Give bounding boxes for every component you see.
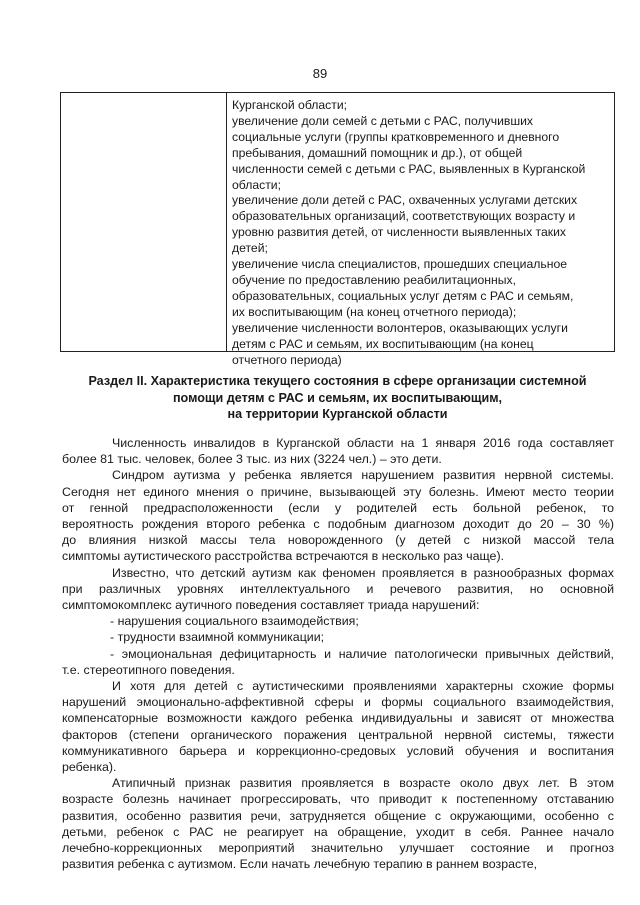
text-line: компенсаторные возможности каждого ребенка индивидуальны и зависят от множества xyxy=(62,711,614,726)
list-item xyxy=(62,613,614,629)
text-line: Известно, что детский аутизм как феномен проявляется в разнообразных формах xyxy=(112,565,614,580)
table-cell-line: области; xyxy=(232,177,281,192)
text-line: до влияния низкой массы тела новорожденного (у детей с низкой массой тела xyxy=(62,533,614,548)
table-cell-line: увеличение доли семей с детьми с РАС, получивших xyxy=(232,113,534,128)
text-line: ребенка). xyxy=(62,760,117,775)
section-title xyxy=(60,373,615,423)
paragraph xyxy=(62,678,614,775)
text-line: детьми, ребенок с РАС не реагирует на обращение, уходит в себя. Раннее начало xyxy=(62,824,614,839)
text-line: т.е. стереотипного поведения. xyxy=(62,662,235,677)
section-title-line: помощи детям с РАС и семьям, их воспитывающим, xyxy=(172,390,503,405)
text-line: Атипичный признак развития проявляется в возрасте около двух лет. В этом xyxy=(112,776,614,791)
table-cell-line: социальные услуги (группы кратковременного и дневного xyxy=(232,129,560,144)
text-line: коммуникативного барьера и коррекционно-средовых условий обучения и воспитания xyxy=(62,743,614,758)
table-cell-indicators xyxy=(232,98,610,368)
text-line: вероятность рождения второго ребенка с подобным диагнозом доходит до 20 – 30 %) xyxy=(62,517,614,532)
table-cell-line: их воспитывающим (на конец отчетного периода); xyxy=(232,304,517,319)
page-number: 89 xyxy=(312,66,328,81)
table-cell-line: детям с РАС и семьям, их воспитывающим (на конец xyxy=(232,336,534,351)
section-title-line: Раздел II. Характеристика текущего состояния в сфере организации системной xyxy=(88,374,587,388)
text-line: лечебно-коррекционных мероприятий значительно улучшает состояние и прогноз xyxy=(62,841,614,856)
text-line: от генной предрасположенности (если у родителей есть больной ребенок, то xyxy=(62,500,614,515)
table-cell-line: увеличение доли детей с РАС, охваченных услугами детских xyxy=(232,193,578,208)
text-line: - нарушения социального взаимодействия; xyxy=(110,614,359,629)
paragraph xyxy=(62,775,614,872)
table-column-divider xyxy=(226,93,227,351)
table-cell-line: образовательных, социальных услуг детям с РАС и семьям, xyxy=(232,288,574,303)
text-line: факторов (степени органического поражения центральной нервной системы, тяжести xyxy=(62,727,614,742)
table-cell-line: отчетного периода) xyxy=(232,352,342,367)
section-title-line: на территории Курганской области xyxy=(227,407,448,421)
table-cell-line: численности семей с детьми с РАС, выявленных в Курганской xyxy=(232,161,586,176)
table-cell-line: обучение по предоставлению реабилитационных, xyxy=(232,272,516,287)
table-cell-line: уровню развития детей, от численности выявленных таких xyxy=(232,225,567,240)
text-line: более 81 тыс. человек, более 3 тыс. из них (3224 чел.) – это дети. xyxy=(62,452,442,467)
table-cell-line: увеличение численности волонтеров, оказывающих услуги xyxy=(232,320,568,335)
text-line: развития ребенка с аутизмом. Если начать лечебную терапию в раннем возрасте, xyxy=(62,857,538,872)
table-cell-line: детей; xyxy=(232,241,268,256)
text-line: возрасте болезнь начинает прогрессировать, что приводит к постепенному отставанию xyxy=(62,792,614,807)
table-cell-line: образовательных организаций, соответствующих возрасту и xyxy=(232,209,576,224)
text-line: развития, особенно развития речи, затрудняется общение с окружающими, особенно с xyxy=(62,808,614,823)
paragraph xyxy=(62,467,614,564)
body-text xyxy=(62,435,614,872)
text-line: Синдром аутизма у ребенка является нарушением развития нервной системы. xyxy=(112,468,614,483)
paragraph xyxy=(62,565,614,614)
list-item xyxy=(62,646,614,678)
text-line: симптомы аутистического расстройства встречаются в несколько раз чаще). xyxy=(62,549,505,564)
paragraph xyxy=(62,435,614,467)
table-cell-line: пребывания, домашний помощник и др.), от общей xyxy=(232,145,523,160)
text-line: И хотя для детей с аутистическими проявлениями характерны схожие формы xyxy=(112,679,614,694)
text-line: при различных уровнях интеллектуального и речевого развития, но основной xyxy=(62,581,614,596)
text-line: Сегодня нет единого мнения о причине, вызывающей эту болезнь. Имеют место теории xyxy=(62,484,614,499)
text-line: - эмоциональная дефицитарность и наличие патологически привычных действий, xyxy=(110,646,614,661)
text-line: - трудности взаимной коммуникации; xyxy=(110,630,325,645)
text-line: Численность инвалидов в Курганской области на 1 января 2016 года составляет xyxy=(112,436,614,450)
text-line: нарушений эмоционально-аффективной сферы и формы социального взаимодействия, xyxy=(62,695,614,710)
goals-table xyxy=(60,92,615,367)
table-cell-line: увеличение числа специалистов, прошедших специальное xyxy=(232,257,568,272)
text-line: симптомокомплекс аутичного поведения составляет триада нарушений: xyxy=(62,598,480,613)
table-cell-line: Курганской области; xyxy=(232,98,348,112)
list-item xyxy=(62,629,614,645)
